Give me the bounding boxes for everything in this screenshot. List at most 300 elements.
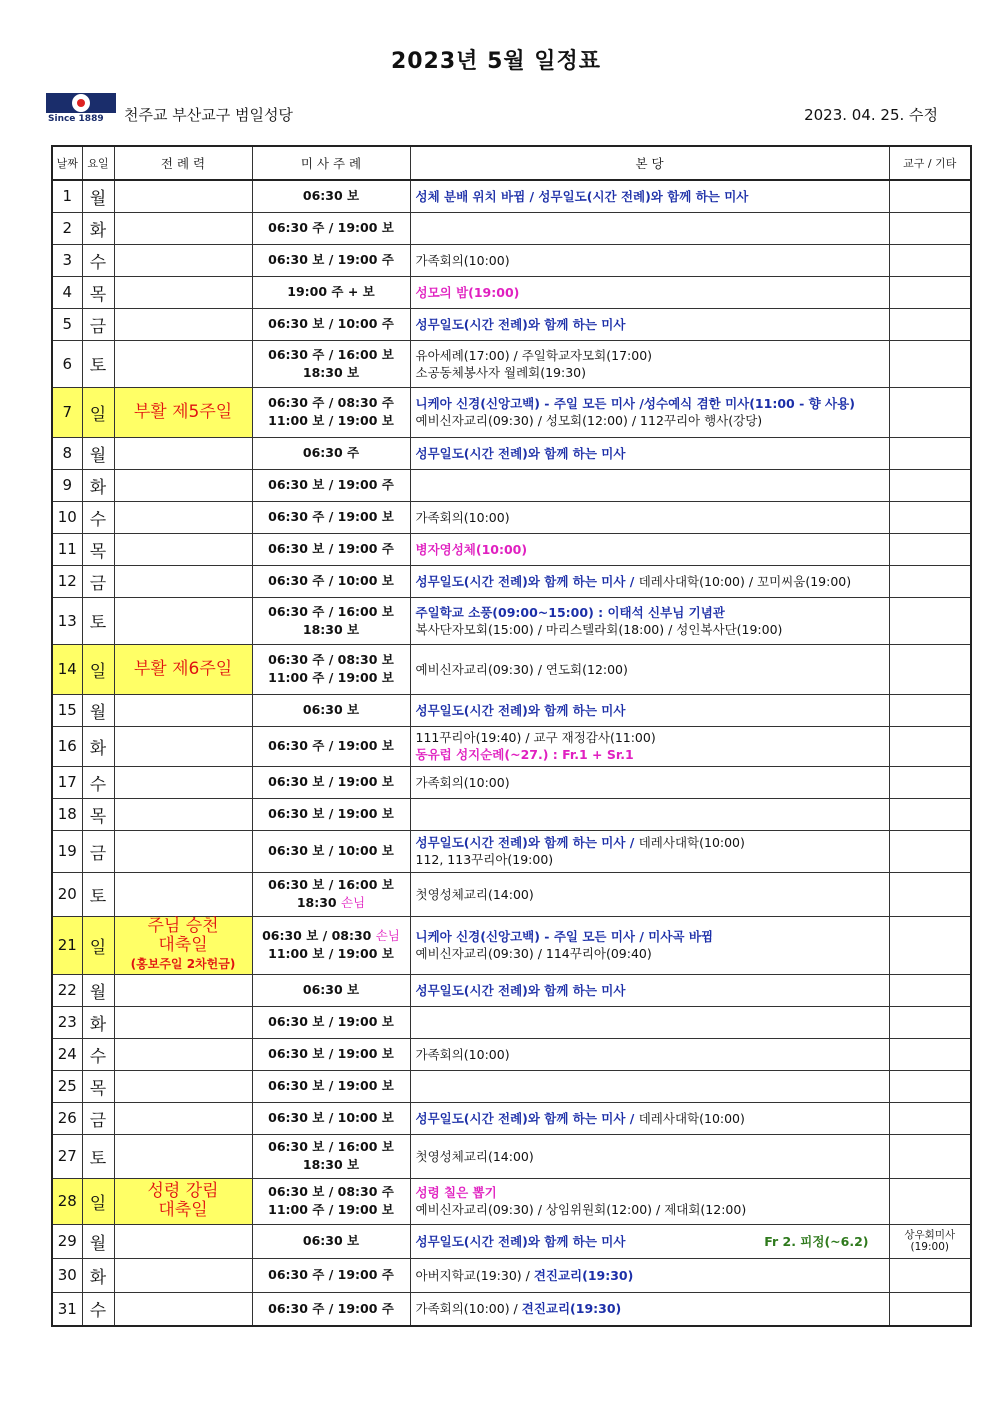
day-cell: 30 xyxy=(52,1258,82,1292)
page-title: 2023년 5월 일정표 xyxy=(390,49,602,74)
logo-since-text: Since 1889 xyxy=(48,114,104,124)
schedule-row xyxy=(52,798,971,830)
etc-cell xyxy=(889,694,971,726)
mass-cell xyxy=(252,1070,410,1102)
event-text: 성체 분배 위치 바뀜 / 성무일도(시간 전례)와 함께 하는 미사 xyxy=(415,188,749,204)
event-line xyxy=(416,573,889,590)
event-text: 성무일도(시간 전례)와 함께 하는 미사 / xyxy=(415,835,639,850)
schedule-row xyxy=(52,1292,971,1326)
event-text: 성무일도(시간 전례)와 함께 하는 미사 / xyxy=(415,573,639,589)
liturgy-cell xyxy=(114,212,252,244)
schedule-row xyxy=(52,872,971,916)
liturgy-cell xyxy=(114,1134,252,1178)
event-line xyxy=(416,541,889,558)
event-cell xyxy=(410,1038,889,1070)
day-cell: 21 xyxy=(52,916,82,974)
liturgy-cell xyxy=(114,501,252,533)
schedule-row xyxy=(52,1006,971,1038)
day-cell: 18 xyxy=(52,798,82,830)
mass-cell xyxy=(252,308,410,340)
event-text: 성무일도(시간 전례)와 함께 하는 미사 xyxy=(415,445,626,461)
mass-line: 06:30 보 xyxy=(302,702,360,717)
event-cell xyxy=(410,916,889,974)
liturgy-cell xyxy=(114,644,252,694)
weekday-cell: 금 xyxy=(82,308,114,340)
liturgy-line: 성령 강림 xyxy=(147,1181,219,1201)
mass-line: 06:30 보 xyxy=(302,982,360,997)
weekday-cell: 수 xyxy=(82,1292,114,1326)
mass-cell xyxy=(252,1006,410,1038)
mass-line: 06:30 주 / 19:00 주 xyxy=(268,1300,394,1316)
etc-cell xyxy=(889,1134,971,1178)
liturgy-line: 부활 제5주일 xyxy=(133,401,233,422)
weekday-cell: 월 xyxy=(82,694,114,726)
liturgy-cell xyxy=(114,437,252,469)
weekday-cell: 토 xyxy=(82,1134,114,1178)
event-cell xyxy=(410,308,889,340)
day-cell: 17 xyxy=(52,766,82,798)
day-cell: 31 xyxy=(52,1292,82,1326)
etc-line: (19:00) xyxy=(910,1241,949,1253)
etc-cell xyxy=(889,276,971,308)
mass-line: 06:30 보 / 19:00 보 xyxy=(268,1046,394,1061)
revision-date: 2023. 04. 25. 수정 xyxy=(804,106,938,124)
event-cell xyxy=(410,244,889,276)
weekday-cell: 금 xyxy=(82,830,114,872)
weekday-cell: 일 xyxy=(82,1178,114,1224)
liturgy-cell xyxy=(114,1224,252,1258)
event-line xyxy=(416,928,889,945)
event-text: 데레사대학(10:00) / 꼬미씨움(19:00) xyxy=(638,573,852,589)
mass-line: 06:30 보 xyxy=(302,1233,360,1248)
mass-line: 11:00 보 / 19:00 보 xyxy=(268,413,394,428)
event-cell xyxy=(410,1134,889,1178)
event-line xyxy=(416,702,889,719)
day-cell: 3 xyxy=(52,244,82,276)
mass-cell xyxy=(252,597,410,644)
weekday-cell: 수 xyxy=(82,1038,114,1070)
etc-cell xyxy=(889,501,971,533)
mass-cell xyxy=(252,798,410,830)
liturgy-cell xyxy=(114,1070,252,1102)
etc-cell xyxy=(889,533,971,565)
event-cell xyxy=(410,694,889,726)
event-text: 예비신자교리(09:30) / 연도회(12:00) xyxy=(415,661,628,677)
schedule-row xyxy=(52,276,971,308)
etc-cell xyxy=(889,1006,971,1038)
mass-cell xyxy=(252,726,410,766)
header-main: 본 당 xyxy=(410,146,889,180)
schedule-row xyxy=(52,533,971,565)
etc-cell xyxy=(889,726,971,766)
event-cell xyxy=(410,1102,889,1134)
mass-cell xyxy=(252,1258,410,1292)
weekday-cell: 화 xyxy=(82,726,114,766)
etc-cell xyxy=(889,597,971,644)
day-cell: 15 xyxy=(52,694,82,726)
event-cell xyxy=(410,340,889,387)
etc-line: 상우회미사 xyxy=(904,1229,956,1241)
mass-cell xyxy=(252,387,410,437)
schedule-row xyxy=(52,830,971,872)
weekday-cell: 수 xyxy=(82,244,114,276)
event-cell xyxy=(410,180,889,212)
mass-line: 18:30 보 xyxy=(302,364,360,380)
event-cell xyxy=(410,644,889,694)
weekday-cell: 월 xyxy=(82,1224,114,1258)
schedule-row xyxy=(52,974,971,1006)
event-text: 동유럽 성지순례(~27.) : Fr.1 + Sr.1 xyxy=(415,747,634,762)
event-line xyxy=(416,1233,889,1250)
event-text: 아버지학교(19:30) / xyxy=(415,1267,534,1283)
event-line xyxy=(416,834,889,851)
etc-cell xyxy=(889,1258,971,1292)
event-cell xyxy=(410,437,889,469)
event-cell xyxy=(410,469,889,501)
day-cell: 14 xyxy=(52,644,82,694)
mass-line: 06:30 주 xyxy=(302,445,360,460)
liturgy-line: (홍보주일 2차헌금) xyxy=(130,956,236,971)
weekday-cell: 토 xyxy=(82,872,114,916)
event-line xyxy=(416,1267,889,1284)
header-weekday: 요일 xyxy=(82,146,114,180)
event-line xyxy=(416,412,889,429)
day-cell: 29 xyxy=(52,1224,82,1258)
schedule-row xyxy=(52,437,971,469)
liturgy-cell xyxy=(114,1006,252,1038)
etc-cell xyxy=(889,565,971,597)
weekday-cell: 목 xyxy=(82,798,114,830)
etc-cell xyxy=(889,180,971,212)
weekday-cell: 목 xyxy=(82,533,114,565)
liturgy-cell xyxy=(114,1292,252,1326)
liturgy-cell xyxy=(114,276,252,308)
liturgy-line: 부활 제6주일 xyxy=(133,658,233,679)
schedule-row xyxy=(52,1258,971,1292)
event-text: 가족회의(10:00) xyxy=(415,1046,510,1062)
day-cell: 6 xyxy=(52,340,82,387)
liturgy-cell xyxy=(114,726,252,766)
liturgy-cell xyxy=(114,308,252,340)
event-text: Fr 2. 피정(~6.2) xyxy=(764,1233,869,1249)
day-cell: 1 xyxy=(52,180,82,212)
event-line xyxy=(416,316,889,333)
mass-cell xyxy=(252,340,410,387)
weekday-cell: 월 xyxy=(82,180,114,212)
header-row xyxy=(52,146,971,180)
event-cell xyxy=(410,1292,889,1326)
event-line xyxy=(416,284,889,301)
weekday-cell: 금 xyxy=(82,1102,114,1134)
weekday-cell: 화 xyxy=(82,1006,114,1038)
weekday-cell: 금 xyxy=(82,565,114,597)
event-cell xyxy=(410,387,889,437)
mass-cell xyxy=(252,1134,410,1178)
event-cell xyxy=(410,830,889,872)
mass-cell xyxy=(252,501,410,533)
event-cell xyxy=(410,974,889,1006)
mass-cell xyxy=(252,1102,410,1134)
event-line xyxy=(416,945,889,962)
day-cell: 23 xyxy=(52,1006,82,1038)
mass-cell xyxy=(252,830,410,872)
mass-line: 06:30 주 / 08:30 주 xyxy=(268,395,394,410)
event-text: 성무일도(시간 전례)와 함께 하는 미사 xyxy=(415,982,626,998)
event-line xyxy=(416,604,889,621)
event-text: 복사단자모회(15:00) / 마리스텔라회(18:00) / 성인복사단(19:00) xyxy=(415,621,783,637)
mass-line: 06:30 주 / 19:00 보 xyxy=(268,738,394,753)
weekday-cell: 수 xyxy=(82,501,114,533)
etc-cell xyxy=(889,437,971,469)
event-cell xyxy=(410,276,889,308)
day-cell: 25 xyxy=(52,1070,82,1102)
liturgy-cell xyxy=(114,694,252,726)
day-cell: 8 xyxy=(52,437,82,469)
event-text: 성무일도(시간 전례)와 함께 하는 미사 xyxy=(415,316,626,332)
event-line xyxy=(416,886,889,903)
event-line xyxy=(416,746,889,763)
mass-line: 11:00 보 / 19:00 보 xyxy=(268,946,394,961)
mass-line: 06:30 주 / 19:00 보 xyxy=(268,509,394,524)
etc-cell xyxy=(889,830,971,872)
weekday-cell: 목 xyxy=(82,276,114,308)
event-cell xyxy=(410,798,889,830)
header-etc: 교구 / 기타 xyxy=(889,146,971,180)
mass-cell xyxy=(252,469,410,501)
event-text: 성모의 밤(19:00) xyxy=(415,284,520,300)
event-line xyxy=(416,1184,889,1201)
weekday-cell: 화 xyxy=(82,469,114,501)
etc-cell xyxy=(889,244,971,276)
mass-line: 06:30 주 / 16:00 보 xyxy=(268,346,394,362)
liturgy-cell xyxy=(114,533,252,565)
day-cell: 2 xyxy=(52,212,82,244)
mass-cell xyxy=(252,974,410,1006)
event-text: 병자영성체(10:00) xyxy=(415,541,528,557)
day-cell: 4 xyxy=(52,276,82,308)
liturgy-line: 대축일 xyxy=(158,1200,208,1220)
mass-cell xyxy=(252,916,410,974)
event-line xyxy=(416,621,889,638)
mass-line: 06:30 보 / 08:30 주 xyxy=(268,1184,394,1199)
liturgy-line: 주님 승천 xyxy=(147,915,219,936)
event-cell xyxy=(410,565,889,597)
event-line xyxy=(416,1110,889,1127)
schedule-row xyxy=(52,916,971,974)
event-line xyxy=(416,729,889,746)
weekday-cell: 일 xyxy=(82,644,114,694)
liturgy-cell xyxy=(114,798,252,830)
mass-cell xyxy=(252,212,410,244)
event-line xyxy=(416,364,889,381)
event-cell xyxy=(410,1258,889,1292)
event-text: 111꾸리아(19:40) / 교구 재정감사(11:00) xyxy=(415,730,656,745)
liturgy-cell xyxy=(114,974,252,1006)
mass-cell xyxy=(252,694,410,726)
event-text: 예비신자교리(09:30) / 성모회(12:00) / 112꾸리아 행사(강당) xyxy=(415,413,763,428)
mass-line: 06:30 보 / 10:00 주 xyxy=(268,316,394,331)
liturgy-cell xyxy=(114,916,252,974)
liturgy-cell xyxy=(114,830,252,872)
schedule-row xyxy=(52,644,971,694)
schedule-row xyxy=(52,726,971,766)
mass-cell xyxy=(252,766,410,798)
day-cell: 11 xyxy=(52,533,82,565)
event-line xyxy=(416,395,889,412)
weekday-cell: 월 xyxy=(82,437,114,469)
weekday-cell: 토 xyxy=(82,597,114,644)
guest-label: 손님 xyxy=(340,895,366,910)
etc-cell xyxy=(889,872,971,916)
liturgy-cell xyxy=(114,469,252,501)
day-cell: 10 xyxy=(52,501,82,533)
day-cell: 26 xyxy=(52,1102,82,1134)
schedule-row xyxy=(52,308,971,340)
event-line xyxy=(416,982,889,999)
mass-cell xyxy=(252,533,410,565)
event-line xyxy=(416,347,889,364)
mass-line: 06:30 보 / 08:30 손님 xyxy=(262,928,400,943)
event-text: 가족회의(10:00) xyxy=(415,774,510,790)
schedule-table xyxy=(51,145,972,1327)
schedule-row xyxy=(52,340,971,387)
etc-cell xyxy=(889,340,971,387)
mass-line: 11:00 주 / 19:00 보 xyxy=(268,670,394,685)
liturgy-cell xyxy=(114,244,252,276)
event-text: 데레사대학(10:00) xyxy=(638,1110,745,1126)
event-line xyxy=(416,661,889,678)
weekday-cell: 일 xyxy=(82,387,114,437)
schedule-row xyxy=(52,1224,971,1258)
etc-cell xyxy=(889,1224,971,1258)
event-cell xyxy=(410,872,889,916)
schedule-row xyxy=(52,1038,971,1070)
header-liturgy: 전 례 력 xyxy=(114,146,252,180)
event-line xyxy=(416,1300,889,1317)
mass-line: 06:30 주 / 19:00 보 xyxy=(268,220,394,235)
day-cell: 22 xyxy=(52,974,82,1006)
event-cell xyxy=(410,1006,889,1038)
event-line xyxy=(416,445,889,462)
event-text: 예비신자교리(09:30) / 114꾸리아(09:40) xyxy=(415,946,652,961)
event-text: 가족회의(10:00) xyxy=(415,252,510,268)
liturgy-cell xyxy=(114,597,252,644)
guest-label: 손님 xyxy=(375,928,400,943)
schedule-row xyxy=(52,212,971,244)
event-line xyxy=(416,188,889,205)
event-line xyxy=(416,252,889,269)
mass-line: 06:30 보 / 19:00 보 xyxy=(268,1078,394,1093)
event-cell xyxy=(410,726,889,766)
weekday-cell: 수 xyxy=(82,766,114,798)
etc-cell xyxy=(889,387,971,437)
mass-cell xyxy=(252,276,410,308)
event-cell xyxy=(410,597,889,644)
event-text: 예비신자교리(09:30) / 상임위원회(12:00) / 제대회(12:00) xyxy=(415,1202,747,1217)
event-cell xyxy=(410,1224,889,1258)
event-text: 견진교리(19:30) xyxy=(533,1267,634,1283)
weekday-cell: 화 xyxy=(82,212,114,244)
mass-cell xyxy=(252,437,410,469)
liturgy-cell xyxy=(114,565,252,597)
etc-cell xyxy=(889,974,971,1006)
mass-line: 06:30 보 / 19:00 주 xyxy=(268,477,394,492)
mass-cell xyxy=(252,644,410,694)
event-line xyxy=(416,1201,889,1218)
etc-cell xyxy=(889,212,971,244)
schedule-row xyxy=(52,1070,971,1102)
mass-line: 06:30 주 / 08:30 보 xyxy=(268,652,394,667)
schedule-row xyxy=(52,501,971,533)
mass-line: 06:30 보 / 19:00 주 xyxy=(268,252,394,267)
schedule-row xyxy=(52,244,971,276)
etc-cell xyxy=(889,1178,971,1224)
mass-line: 06:30 보 / 10:00 보 xyxy=(268,1110,394,1125)
mass-line: 19:00 주 + 보 xyxy=(287,284,375,299)
event-cell xyxy=(410,533,889,565)
schedule-row xyxy=(52,469,971,501)
event-cell xyxy=(410,1070,889,1102)
liturgy-cell xyxy=(114,1258,252,1292)
event-cell xyxy=(410,212,889,244)
mass-cell xyxy=(252,565,410,597)
mass-cell xyxy=(252,1292,410,1326)
etc-cell xyxy=(889,916,971,974)
day-cell: 9 xyxy=(52,469,82,501)
mass-line: 06:30 보 / 19:00 보 xyxy=(268,1014,394,1029)
schedule-row xyxy=(52,694,971,726)
weekday-cell: 일 xyxy=(82,916,114,974)
event-cell xyxy=(410,766,889,798)
event-text: 견진교리(19:30) xyxy=(521,1301,622,1317)
liturgy-cell xyxy=(114,180,252,212)
mass-line: 06:30 보 / 19:00 주 xyxy=(268,541,394,556)
mass-line: 18:30 손님 xyxy=(296,895,366,910)
schedule-row xyxy=(52,766,971,798)
mass-line: 06:30 주 / 10:00 보 xyxy=(268,573,394,588)
event-text: 성무일도(시간 전례)와 함께 하는 미사 xyxy=(415,702,626,718)
header-mass: 미 사 주 례 xyxy=(252,146,410,180)
day-cell: 20 xyxy=(52,872,82,916)
mass-line: 11:00 주 / 19:00 보 xyxy=(268,1202,394,1217)
event-text: 성무일도(시간 전례)와 함께 하는 미사 xyxy=(415,1233,626,1249)
schedule-row xyxy=(52,1178,971,1224)
liturgy-cell xyxy=(114,387,252,437)
schedule-row xyxy=(52,180,971,212)
day-cell: 13 xyxy=(52,597,82,644)
mass-cell xyxy=(252,180,410,212)
event-text: 첫영성체교리(14:00) xyxy=(415,1148,534,1164)
parish-name: 천주교 부산교구 범일성당 xyxy=(124,106,293,124)
mass-line: 06:30 주 / 19:00 주 xyxy=(268,1267,394,1282)
etc-cell xyxy=(889,766,971,798)
weekday-cell: 토 xyxy=(82,340,114,387)
etc-cell xyxy=(889,1038,971,1070)
event-text: 가족회의(10:00) xyxy=(415,509,510,525)
event-text: 니케아 신경(신앙고백) - 주일 모든 미사 / 미사곡 바뀜 xyxy=(415,929,713,944)
etc-cell xyxy=(889,469,971,501)
liturgy-line: 대축일 xyxy=(158,934,208,955)
schedule-row xyxy=(52,1134,971,1178)
etc-cell xyxy=(889,1070,971,1102)
event-text: 가족회의(10:00) / xyxy=(415,1301,522,1317)
mass-cell xyxy=(252,1038,410,1070)
event-line xyxy=(416,851,889,868)
etc-cell xyxy=(889,1292,971,1326)
event-text: 니케아 신경(신앙고백) - 주일 모든 미사 /성수예식 겸한 미사(11:00 - 향 사용) xyxy=(415,396,855,411)
mass-cell xyxy=(252,1178,410,1224)
cross-emblem-icon xyxy=(71,93,91,113)
